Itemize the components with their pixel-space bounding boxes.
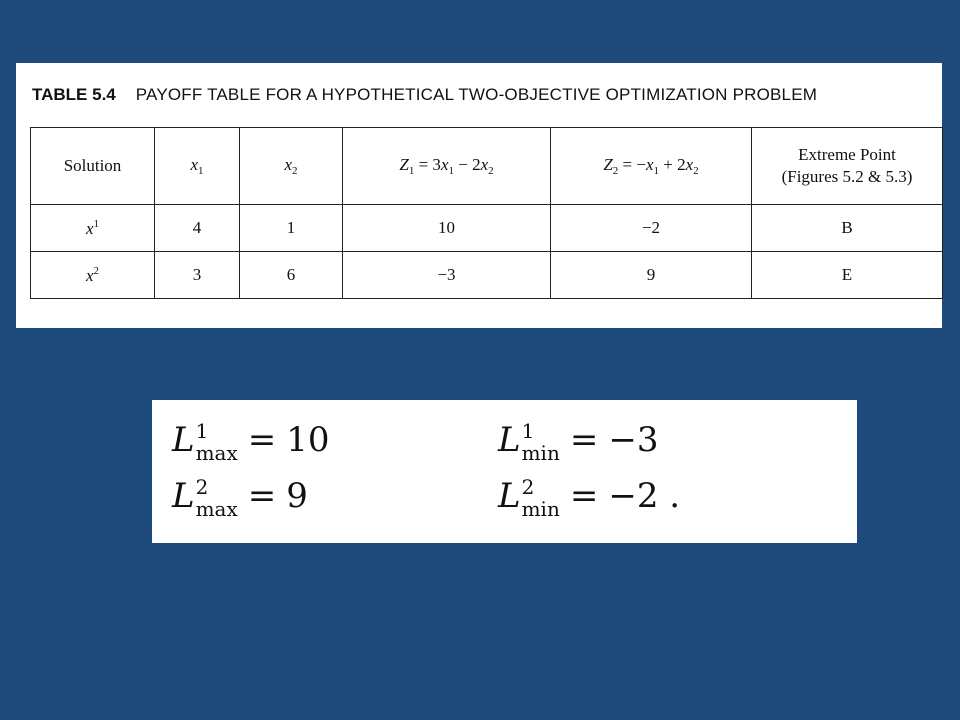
formula-l1-max: L 1 max = 10 — [172, 419, 330, 465]
formula-l2-min: L 2 min = −2 . — [498, 475, 681, 521]
cell-z1: 10 — [343, 205, 551, 252]
table-number: TABLE 5.4 — [32, 85, 116, 104]
formula-panel — [152, 400, 857, 543]
cell-x2: 6 — [240, 252, 343, 299]
header-x2: $x_2$ — [240, 128, 343, 205]
table-caption — [32, 85, 942, 105]
formula-l1-min: L 1 min = −3 — [498, 419, 659, 465]
header-extreme-point: Extreme Point (Figures 5.2 & 5.3) — [752, 128, 943, 205]
table-row — [31, 205, 943, 252]
cell-x1: 3 — [155, 252, 240, 299]
cell-x2: 1 — [240, 205, 343, 252]
table-header-row — [31, 128, 943, 205]
cell-z2: −2 — [551, 205, 752, 252]
payoff-table — [30, 127, 943, 299]
cell-extreme-point: E — [752, 252, 943, 299]
cell-z2: 9 — [551, 252, 752, 299]
cell-extreme-point: B — [752, 205, 943, 252]
header-x1: $x_1$ — [155, 128, 240, 205]
cell-x1: 4 — [155, 205, 240, 252]
cell-solution: $x^2$ — [31, 252, 155, 299]
table-title: PAYOFF TABLE FOR A HYPOTHETICAL TWO-OBJECTIVE OPTIMIZATION PROBLEM — [135, 85, 818, 104]
header-z2: $Z_2 = -x_1 + 2x_2$ — [551, 128, 752, 205]
cell-solution: $x^1$ — [31, 205, 155, 252]
formula-l2-max: L 2 max = 9 — [172, 475, 308, 521]
table-row — [31, 252, 943, 299]
header-solution: Solution — [31, 128, 155, 205]
header-z1: $Z_1 = 3x_1 - 2x_2$ — [343, 128, 551, 205]
cell-z1: −3 — [343, 252, 551, 299]
payoff-table-panel — [16, 63, 942, 328]
